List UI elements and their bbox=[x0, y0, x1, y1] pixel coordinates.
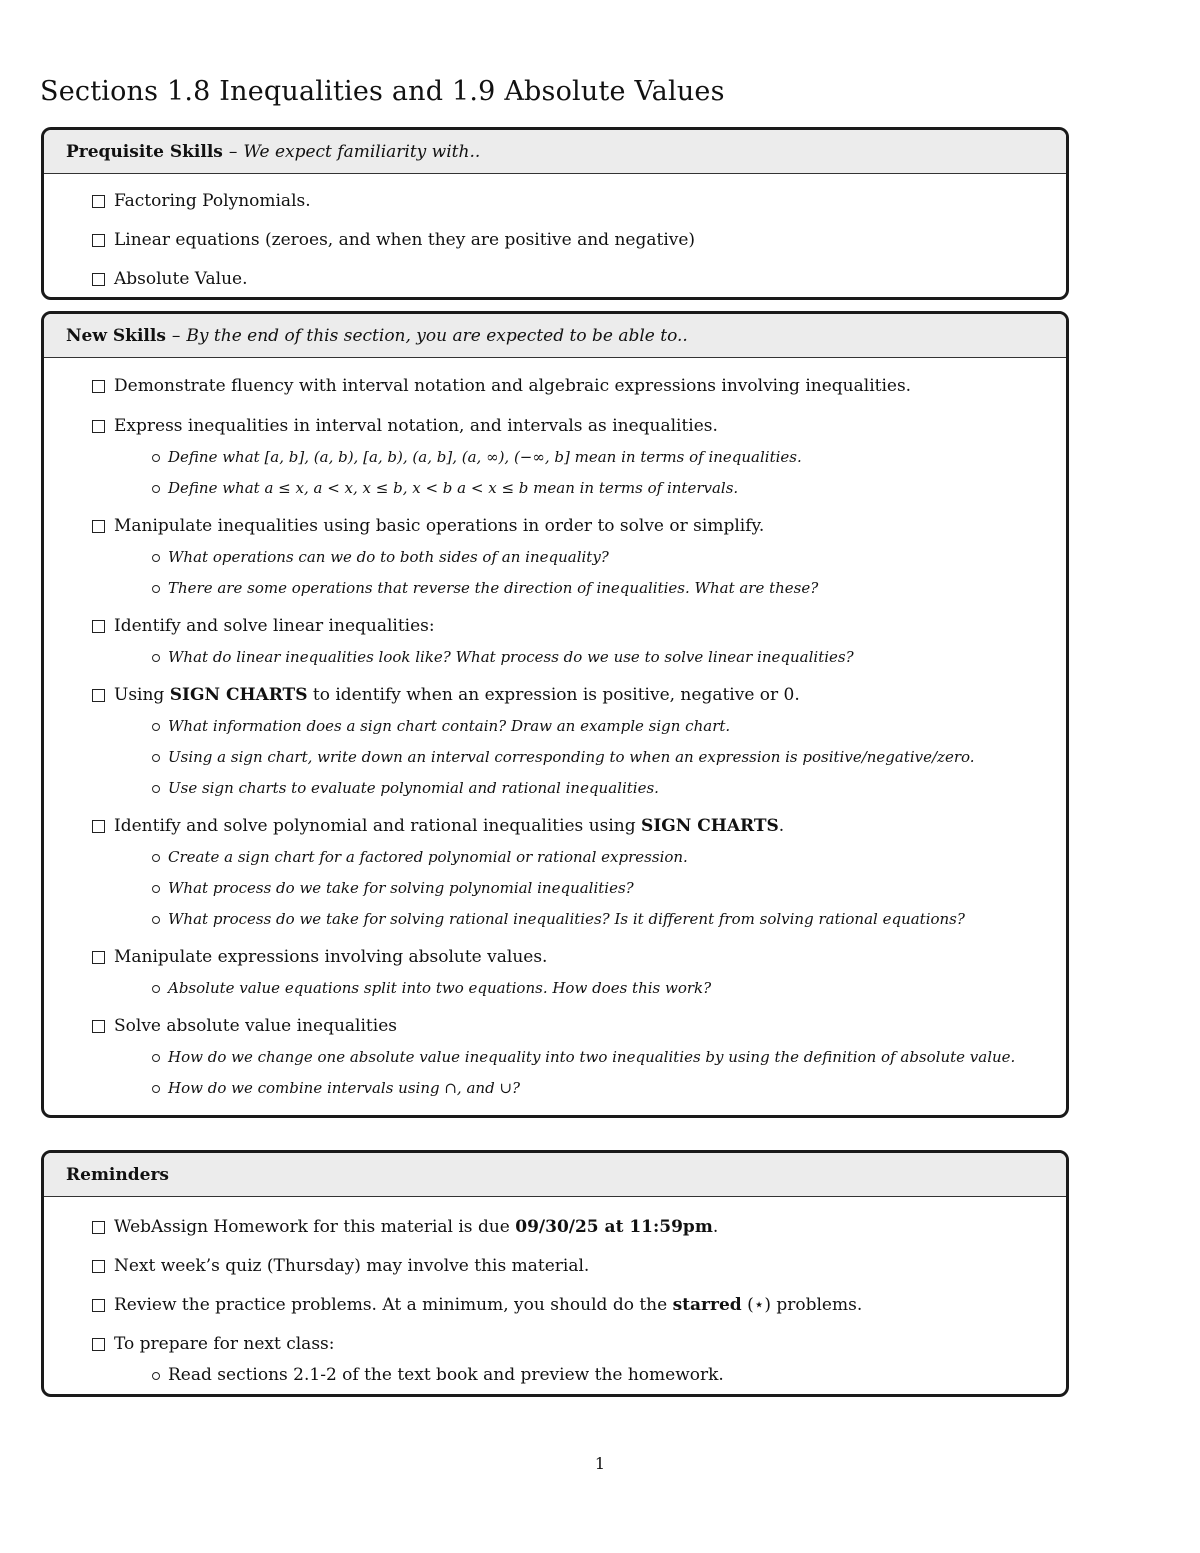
checkbox-icon[interactable] bbox=[92, 195, 105, 208]
skill-item: Manipulate inequalities using basic operations in order to solve or simplify. What operations can we do to both sides of an inequality? There are some operations that reverse the direction of inequalities. What are these? bbox=[92, 516, 1066, 598]
reminders-header bbox=[44, 1153, 1066, 1197]
prereq-heading: Prequisite Skills bbox=[66, 141, 223, 162]
newskills-list bbox=[44, 358, 1066, 1098]
reminders-list bbox=[44, 1197, 1066, 1385]
bullet-icon bbox=[152, 1054, 160, 1062]
skill-subitem: What information does a sign chart contain? Draw an example sign chart. bbox=[152, 717, 1066, 736]
skill-item: Using SIGN CHARTS to identify when an expression is positive, negative or 0. What information does a sign chart contain? Draw an example sign chart. Using a sign chart, write down an interval corresponding to when an expression is positive/negative/zero. Use sign charts to evaluate polynomial and rational inequalities. bbox=[92, 685, 1066, 798]
page-number: 1 bbox=[594, 1454, 606, 1473]
skill-item: Identify and solve polynomial and rational inequalities using SIGN CHARTS . Create a sign chart for a factored polynomial or rational expression. What process do we take for solving polynomial inequalities? What process do we take for solving rational inequalities? Is it different from solving rational equations? bbox=[92, 816, 1066, 929]
skill-subitem: How do we change one absolute value inequality into two inequalities by using the definition of absolute value. bbox=[152, 1048, 1066, 1067]
skill-subitem: Use sign charts to evaluate polynomial and rational inequalities. bbox=[152, 779, 1066, 798]
prereq-subheading: We expect familiarity with.. bbox=[243, 141, 481, 162]
bullet-icon bbox=[152, 1085, 160, 1093]
bullet-icon bbox=[152, 785, 160, 793]
skill-subitem: What do linear inequalities look like? What process do we use to solve linear inequalities? bbox=[152, 648, 1066, 667]
checkbox-icon[interactable] bbox=[92, 689, 105, 702]
skill-subitem: There are some operations that reverse the direction of inequalities. What are these? bbox=[152, 579, 1066, 598]
checkbox-icon[interactable] bbox=[92, 273, 105, 286]
prereq-item: Factoring Polynomials. bbox=[92, 191, 1066, 211]
checkbox-icon[interactable] bbox=[92, 1299, 105, 1312]
skill-item: Identify and solve linear inequalities: What do linear inequalities look like? What process do we use to solve linear inequalities? bbox=[92, 616, 1066, 667]
skill-subitem: How do we combine intervals using ∩, and ∪? bbox=[152, 1079, 1066, 1098]
checkbox-icon[interactable] bbox=[92, 1221, 105, 1234]
newskills-heading: New Skills bbox=[66, 325, 166, 346]
skill-sublist bbox=[92, 448, 1066, 498]
reminder-item: WebAssign Homework for this material is due 09/30/25 at 11:59pm . bbox=[92, 1217, 1066, 1237]
skill-sublist bbox=[92, 648, 1066, 667]
bullet-icon bbox=[152, 554, 160, 562]
newskills-subheading: By the end of this section, you are expected to be able to.. bbox=[186, 325, 688, 346]
bullet-icon bbox=[152, 916, 160, 924]
reminder-item: To prepare for next class: Read sections 2.1-2 of the text book and preview the homework. bbox=[92, 1334, 1066, 1385]
skill-subitem: What process do we take for solving polynomial inequalities? bbox=[152, 879, 1066, 898]
bullet-icon bbox=[152, 1372, 160, 1380]
reminder-subitem: Read sections 2.1-2 of the text book and preview the homework. bbox=[152, 1366, 1066, 1385]
skill-subitem: Create a sign chart for a factored polynomial or rational expression. bbox=[152, 848, 1066, 867]
bullet-icon bbox=[152, 854, 160, 862]
bullet-icon bbox=[152, 654, 160, 662]
newskills-dash: – bbox=[171, 325, 181, 346]
skill-item: Manipulate expressions involving absolute values. Absolute value equations split into two equations. How does this work? bbox=[92, 947, 1066, 998]
checkbox-icon[interactable] bbox=[92, 380, 105, 393]
skill-item: Express inequalities in interval notation, and intervals as inequalities. Define what [a, b], (a, b), [a, b), (a, b], (a, ∞), (−∞, b] mean in terms of inequalities. Define what a ≤ x, a < x, x ≤ b, x < b a < x ≤ b mean in terms of intervals. bbox=[92, 416, 1066, 498]
bullet-icon bbox=[152, 454, 160, 462]
bullet-icon bbox=[152, 754, 160, 762]
reminder-item: Next week’s quiz (Thursday) may involve this material. bbox=[92, 1256, 1066, 1276]
prereq-item: Absolute Value. bbox=[92, 269, 1066, 289]
checkbox-icon[interactable] bbox=[92, 234, 105, 247]
skill-subitem: Define what a ≤ x, a < x, x ≤ b, x < b a < x ≤ b mean in terms of intervals. bbox=[152, 479, 1066, 498]
bullet-icon bbox=[152, 723, 160, 731]
skill-sublist bbox=[92, 848, 1066, 929]
skill-subitem: What operations can we do to both sides of an inequality? bbox=[152, 548, 1066, 567]
skill-sublist bbox=[92, 979, 1066, 998]
skill-sublist bbox=[92, 548, 1066, 598]
skill-subitem: Using a sign chart, write down an interval corresponding to when an expression is positive/negative/zero. bbox=[152, 748, 1066, 767]
skill-item: Demonstrate fluency with interval notation and algebraic expressions involving inequalities. bbox=[92, 376, 1066, 396]
checkbox-icon[interactable] bbox=[92, 620, 105, 633]
checkbox-icon[interactable] bbox=[92, 1020, 105, 1033]
reminder-sublist bbox=[92, 1366, 1066, 1385]
bullet-icon bbox=[152, 485, 160, 493]
checkbox-icon[interactable] bbox=[92, 520, 105, 533]
reminders-box bbox=[41, 1150, 1069, 1397]
checkbox-icon[interactable] bbox=[92, 420, 105, 433]
checkbox-icon[interactable] bbox=[92, 951, 105, 964]
skill-sublist bbox=[92, 1048, 1066, 1098]
bullet-icon bbox=[152, 985, 160, 993]
prereq-item: Linear equations (zeroes, and when they are positive and negative) bbox=[92, 230, 1066, 250]
skill-subitem: Absolute value equations split into two equations. How does this work? bbox=[152, 979, 1066, 998]
prereq-list bbox=[44, 174, 1066, 289]
skill-subitem: What process do we take for solving rational inequalities? Is it different from solving rational equations? bbox=[152, 910, 1066, 929]
reminders-heading: Reminders bbox=[66, 1164, 169, 1185]
prereq-box bbox=[41, 127, 1069, 300]
skill-subitem: Define what [a, b], (a, b), [a, b), (a, b], (a, ∞), (−∞, b] mean in terms of inequalities. bbox=[152, 448, 1066, 467]
reminder-item: Review the practice problems. At a minimum, you should do the starred (⋆) problems. bbox=[92, 1295, 1066, 1315]
newskills-header bbox=[44, 314, 1066, 358]
checkbox-icon[interactable] bbox=[92, 1260, 105, 1273]
prereq-header bbox=[44, 130, 1066, 174]
checkbox-icon[interactable] bbox=[92, 1338, 105, 1351]
skill-sublist bbox=[92, 717, 1066, 798]
prereq-dash: – bbox=[228, 141, 238, 162]
page-title: Sections 1.8 Inequalities and 1.9 Absolute Values bbox=[40, 76, 725, 107]
bullet-icon bbox=[152, 585, 160, 593]
checkbox-icon[interactable] bbox=[92, 820, 105, 833]
bullet-icon bbox=[152, 885, 160, 893]
skill-item: Solve absolute value inequalities How do we change one absolute value inequality into two inequalities by using the definition of absolute value. How do we combine intervals using ∩, and ∪? bbox=[92, 1016, 1066, 1098]
newskills-box bbox=[41, 311, 1069, 1118]
